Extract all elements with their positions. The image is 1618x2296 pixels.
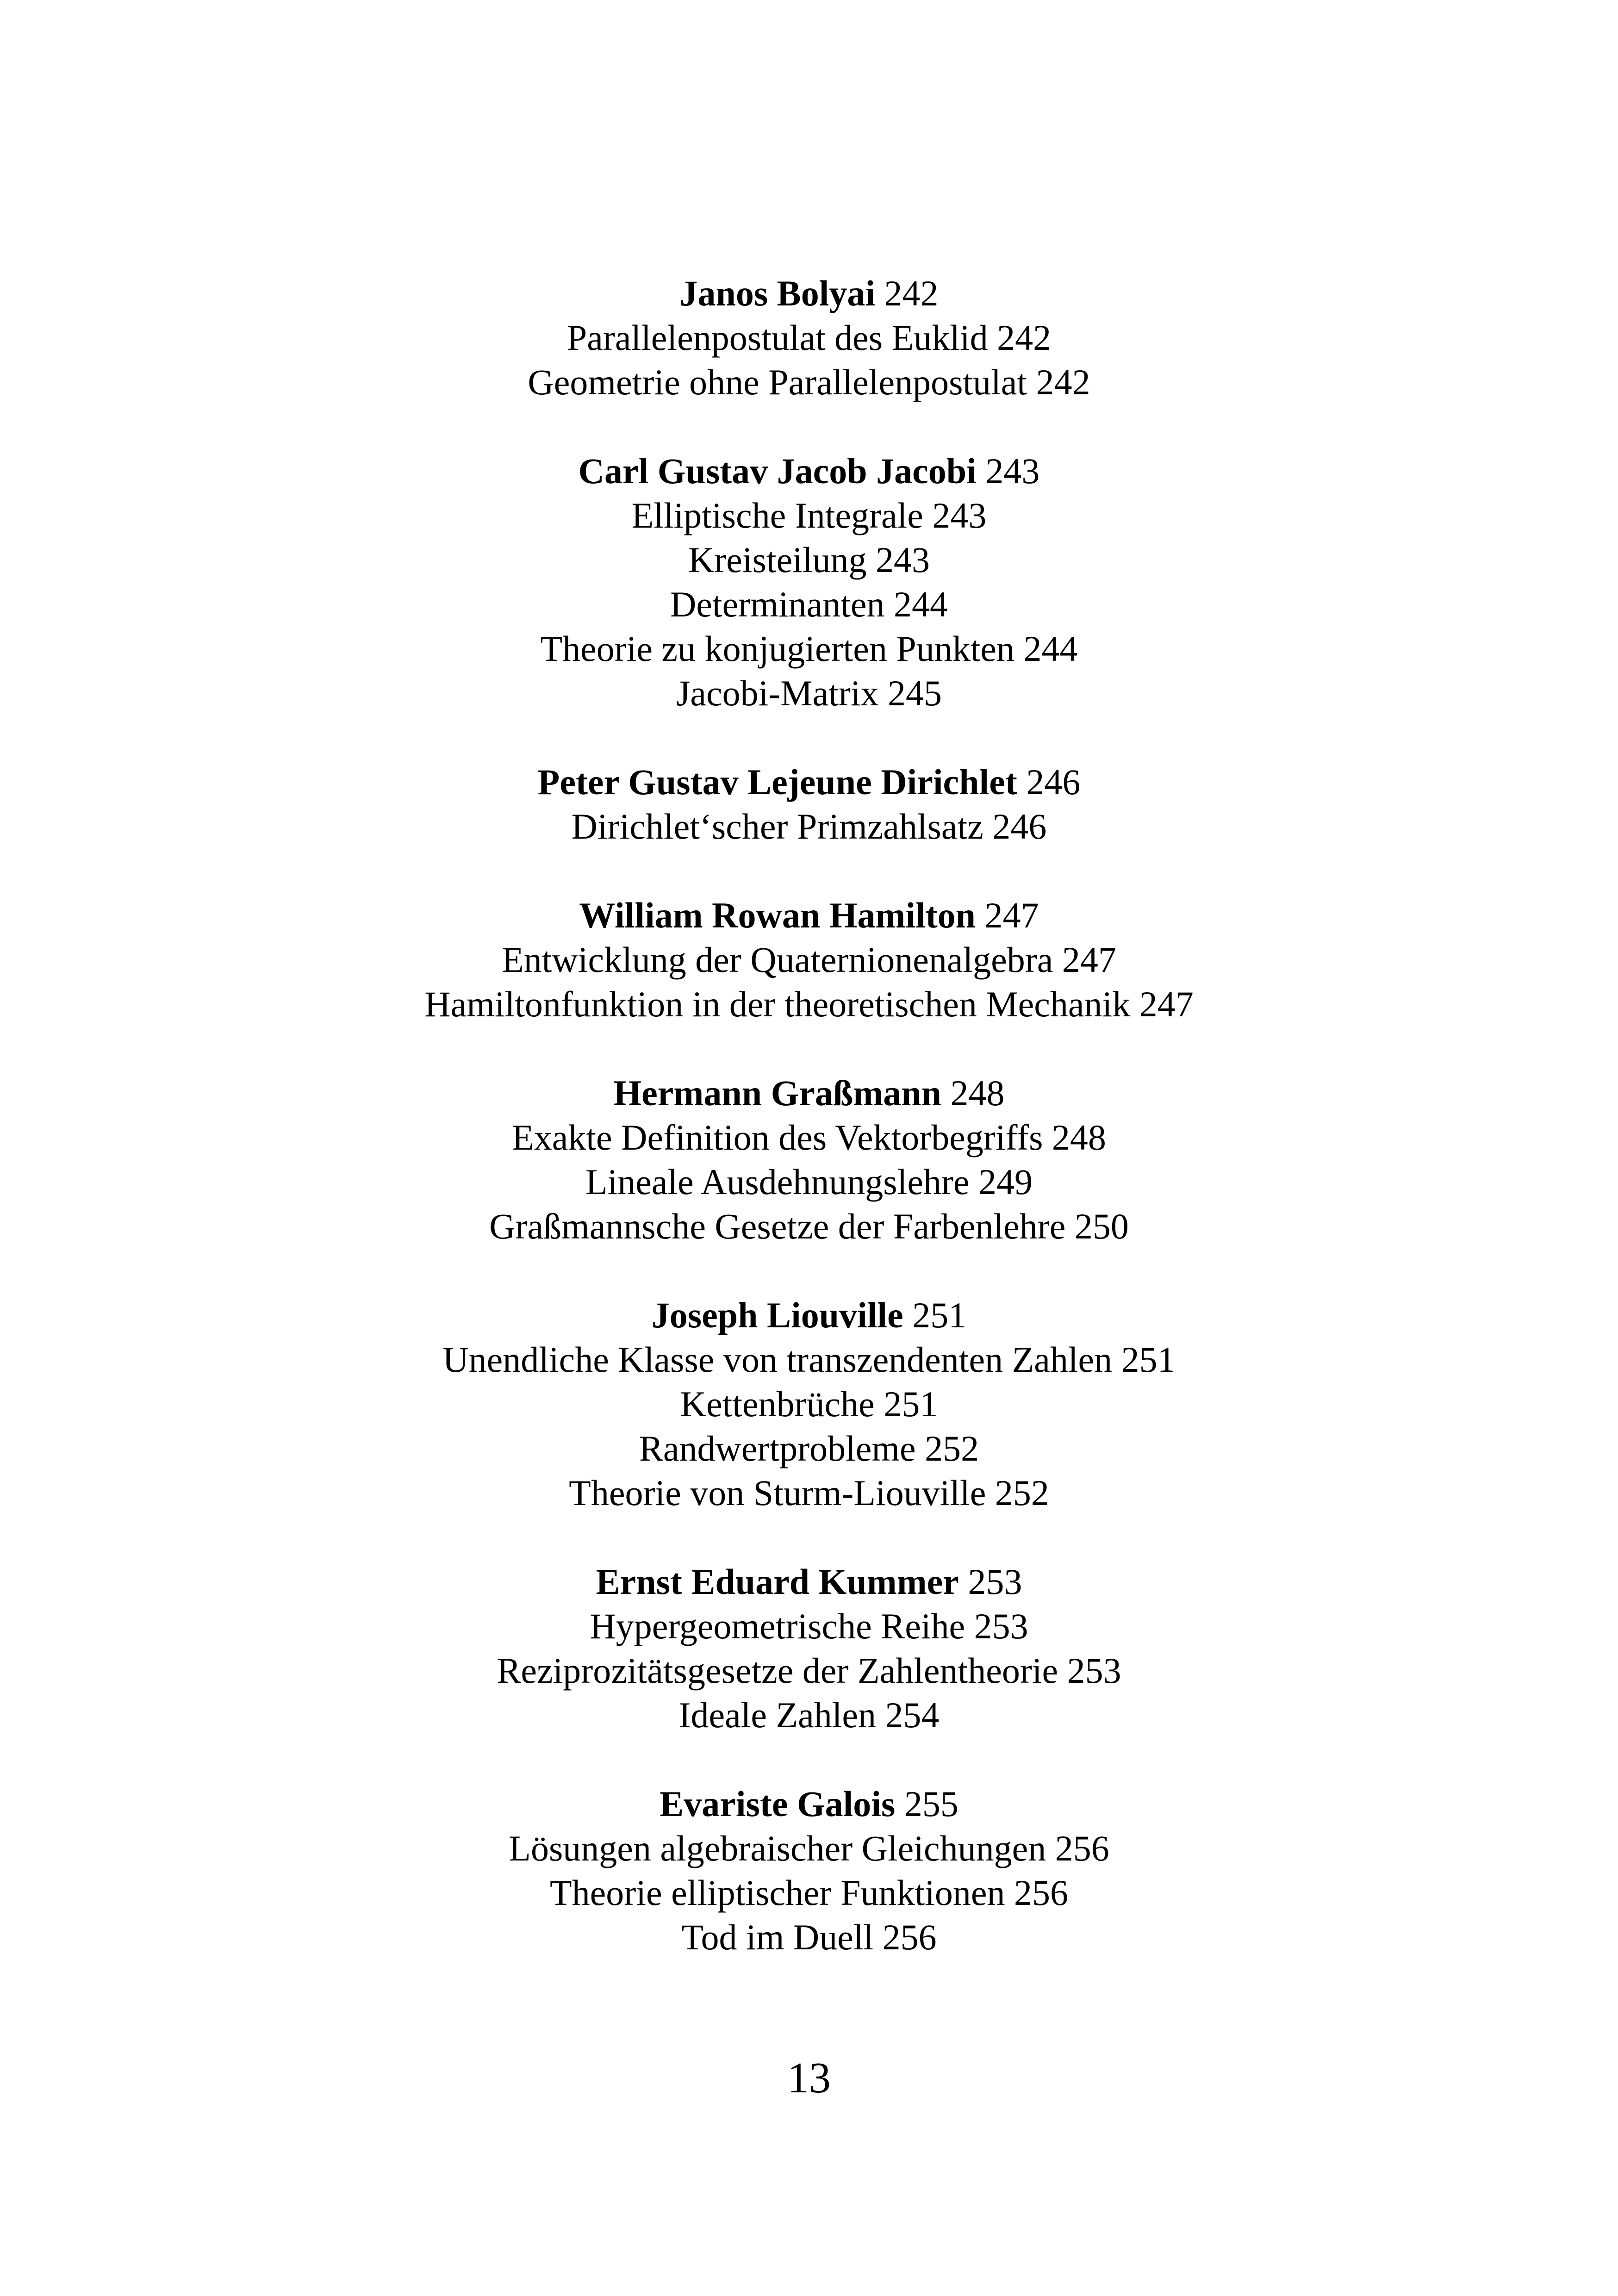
topic-title: Theorie von Sturm-Liouville [569, 1473, 986, 1513]
topic-title: Tod im Duell [681, 1917, 874, 1957]
toc-section [0, 271, 1618, 404]
toc-section [0, 1560, 1618, 1737]
topic-title: Hypergeometrische Reihe [590, 1606, 965, 1646]
toc-entry [0, 1115, 1618, 1160]
toc-section [0, 449, 1618, 716]
topic-title: Determinanten [670, 584, 885, 624]
table-of-contents [0, 271, 1618, 1960]
toc-entry [0, 1826, 1618, 1871]
toc-entry [0, 627, 1618, 671]
topic-page: 243 [932, 495, 987, 535]
topic-page: 252 [995, 1473, 1049, 1513]
topic-page: 242 [1036, 362, 1090, 402]
topic-page: 253 [974, 1606, 1028, 1646]
topic-page: 252 [925, 1428, 979, 1468]
person-name: Hermann Graßmann [613, 1073, 942, 1113]
topic-page: 247 [1139, 984, 1194, 1024]
person-name: Peter Gustav Lejeune Dirichlet [537, 762, 1017, 802]
topic-title: Dirichlet‘scher Primzahlsatz [571, 806, 983, 846]
person-name: Carl Gustav Jacob Jacobi [578, 451, 977, 491]
toc-entry [0, 538, 1618, 582]
toc-entry [0, 582, 1618, 627]
toc-entry [0, 1160, 1618, 1204]
toc-entry [0, 1649, 1618, 1693]
heading-page: 248 [950, 1073, 1005, 1113]
topic-title: Hamiltonfunktion in der theoretischen Mechanik [424, 984, 1131, 1024]
toc-entry [0, 1915, 1618, 1960]
topic-page: 245 [888, 673, 942, 713]
topic-title: Ideale Zahlen [678, 1695, 877, 1735]
heading-page: 246 [1026, 762, 1081, 802]
topic-title: Geometrie ohne Parallelenpostulat [528, 362, 1027, 402]
toc-heading [0, 271, 1618, 316]
topic-title: Kettenbrüche [680, 1384, 875, 1424]
heading-page: 253 [968, 1562, 1022, 1602]
topic-title: Elliptische Integrale [631, 495, 923, 535]
topic-page: 246 [992, 806, 1047, 846]
topic-page: 254 [885, 1695, 940, 1735]
toc-entry [0, 1604, 1618, 1649]
topic-page: 243 [876, 540, 930, 580]
toc-entry [0, 1471, 1618, 1515]
toc-section [0, 1071, 1618, 1249]
toc-entry [0, 671, 1618, 716]
toc-entry [0, 938, 1618, 982]
person-name: Evariste Galois [660, 1784, 896, 1824]
person-name: William Rowan Hamilton [579, 895, 976, 935]
topic-title: Parallelenpostulat des Euklid [566, 317, 988, 358]
topic-title: Exakte Definition des Vektorbegriffs [512, 1117, 1043, 1157]
topic-title: Theorie zu konjugierten Punkten [540, 628, 1015, 669]
person-name: Ernst Eduard Kummer [596, 1562, 959, 1602]
toc-heading [0, 1560, 1618, 1604]
toc-heading [0, 449, 1618, 493]
topic-title: Entwicklung der Quaternionenalgebra [502, 940, 1053, 980]
topic-page: 244 [1023, 628, 1078, 669]
heading-page: 247 [984, 895, 1039, 935]
topic-page: 251 [884, 1384, 938, 1424]
topic-title: Kreisteilung [688, 540, 867, 580]
topic-page: 251 [1121, 1339, 1176, 1380]
toc-entry [0, 493, 1618, 538]
toc-heading [0, 760, 1618, 804]
toc-section [0, 893, 1618, 1027]
toc-section [0, 1293, 1618, 1515]
topic-page: 244 [893, 584, 948, 624]
toc-entry [0, 1204, 1618, 1249]
topic-page: 256 [882, 1917, 937, 1957]
toc-section [0, 1782, 1618, 1960]
toc-heading [0, 1782, 1618, 1826]
toc-entry [0, 1382, 1618, 1426]
toc-entry [0, 316, 1618, 360]
heading-page: 251 [912, 1295, 967, 1335]
person-name: Janos Bolyai [679, 273, 876, 313]
toc-heading [0, 1293, 1618, 1338]
toc-section [0, 760, 1618, 849]
toc-heading [0, 1071, 1618, 1115]
toc-entry [0, 360, 1618, 404]
heading-page: 242 [884, 273, 939, 313]
heading-page: 243 [985, 451, 1040, 491]
topic-title: Graßmannsche Gesetze der Farbenlehre [489, 1206, 1066, 1246]
topic-page: 249 [978, 1162, 1033, 1202]
toc-entry [0, 1693, 1618, 1737]
topic-title: Randwertprobleme [639, 1428, 916, 1468]
person-name: Joseph Liouville [651, 1295, 903, 1335]
toc-entry [0, 804, 1618, 849]
toc-heading [0, 893, 1618, 938]
topic-page: 242 [997, 317, 1052, 358]
toc-entry [0, 1426, 1618, 1471]
toc-entry [0, 1338, 1618, 1382]
topic-page: 256 [1055, 1828, 1109, 1868]
topic-page: 247 [1062, 940, 1116, 980]
topic-page: 248 [1052, 1117, 1106, 1157]
topic-title: Jacobi-Matrix [676, 673, 879, 713]
toc-entry [0, 982, 1618, 1027]
topic-page: 256 [1014, 1873, 1068, 1913]
topic-title: Unendliche Klasse von transzendenten Zahlen [442, 1339, 1113, 1380]
heading-page: 255 [904, 1784, 958, 1824]
toc-entry [0, 1871, 1618, 1915]
topic-title: Reziprozitätsgesetze der Zahlentheorie [497, 1650, 1058, 1691]
topic-title: Lösungen algebraischer Gleichungen [509, 1828, 1046, 1868]
page-number: 13 [787, 2054, 831, 2102]
topic-title: Lineale Ausdehnungslehre [585, 1162, 970, 1202]
topic-title: Theorie elliptischer Funktionen [550, 1873, 1005, 1913]
topic-page: 253 [1067, 1650, 1121, 1691]
topic-page: 250 [1074, 1206, 1129, 1246]
